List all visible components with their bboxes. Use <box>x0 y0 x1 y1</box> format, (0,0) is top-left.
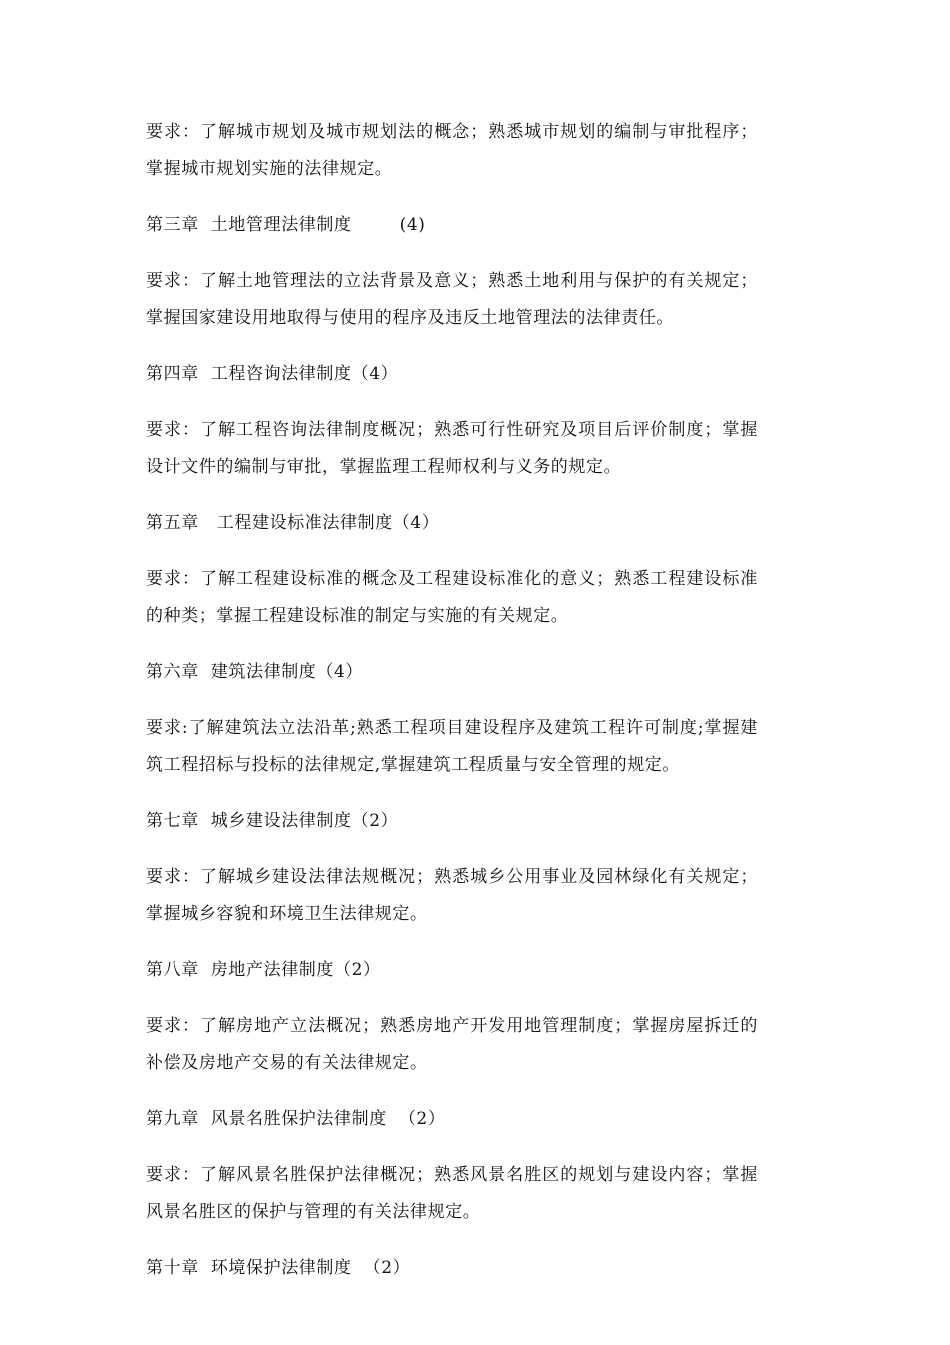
chapter-heading-8: 第八章 房地产法律制度（2） <box>146 960 381 980</box>
chapter-heading-10: 第十章 环境保护法律制度 （2） <box>146 1258 411 1278</box>
requirements-paragraph-ch3: 要求：了解土地管理法的立法背景及意义；熟悉土地利用与保护的有关规定；掌握国家建设用地取得与使用的程序及违反土地管理法的法律责任。 <box>146 271 758 328</box>
requirements-paragraph-ch7: 要求：了解城乡建设法律法规概况；熟悉城乡公用事业及园林绿化有关规定；掌握城乡容貌和环境卫生法律规定。 <box>146 867 758 924</box>
requirements-paragraph-ch2: 要求：了解城市规划及城市规划法的概念；熟悉城市规划的编制与审批程序；掌握城市规划实施的法律规定。 <box>146 122 758 179</box>
chapter-heading-5: 第五章 工程建设标准法律制度（4） <box>146 513 440 533</box>
requirements-paragraph-ch4: 要求：了解工程咨询法律制度概况；熟悉可行性研究及项目后评价制度；掌握设计文件的编制与审批，掌握监理工程师权利与义务的规定。 <box>146 420 758 477</box>
chapter-heading-4: 第四章 工程咨询法律制度（4） <box>146 364 399 384</box>
chapter-heading-3: 第三章 土地管理法律制度 (4) <box>146 215 426 235</box>
chapter-heading-9: 第九章 风景名胜保护法律制度 （2） <box>146 1109 446 1129</box>
requirements-paragraph-ch8: 要求：了解房地产立法概况；熟悉房地产开发用地管理制度；掌握房屋拆迁的补偿及房地产交易的有关法律规定。 <box>146 1016 758 1073</box>
requirements-paragraph-ch9: 要求：了解风景名胜保护法律概况；熟悉风景名胜区的规划与建设内容；掌握风景名胜区的保护与管理的有关法律规定。 <box>146 1165 758 1222</box>
chapter-heading-6: 第六章 建筑法律制度（4） <box>146 662 364 682</box>
document-body <box>146 114 758 1306</box>
requirements-paragraph-ch5: 要求：了解工程建设标准的概念及工程建设标准化的意义；熟悉工程建设标准的种类；掌握工程建设标准的制定与实施的有关规定。 <box>146 569 758 626</box>
requirements-paragraph-ch6: 要求:了解建筑法立法沿革;熟悉工程项目建设程序及建筑工程许可制度;掌握建筑工程招标与投标的法律规定,掌握建筑工程质量与安全管理的规定。 <box>146 718 758 775</box>
chapter-heading-7: 第七章 城乡建设法律制度（2） <box>146 811 399 831</box>
